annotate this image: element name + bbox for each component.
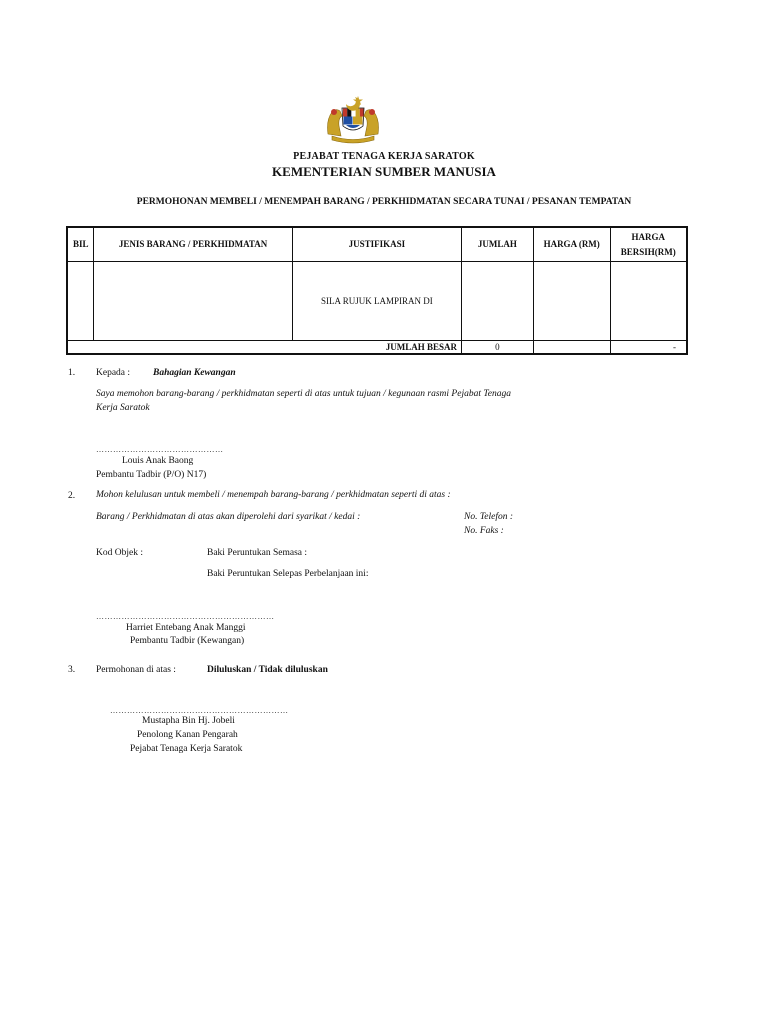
ministry-name: KEMENTERIAN SUMBER MANUSIA — [272, 164, 496, 179]
cell-justifikasi: SILA RUJUK LAMPIRAN DI — [292, 262, 461, 341]
signer3-title: Penolong Kanan Pengarah — [137, 730, 238, 740]
supplier-text: Barang / Perkhidmatan di atas akan diperolehi dari syarikat / kedai : — [96, 512, 361, 522]
signature-line-3: ……………………………………………………… — [110, 706, 289, 715]
cell-harga — [533, 262, 610, 341]
signature-line-2: ……………………………………………………… — [96, 612, 275, 621]
header-harga-bersih — [610, 227, 687, 262]
baki-selepas-label: Baki Peruntukan Selepas Perbelanjaan ini: — [207, 569, 369, 579]
kepada-value: Bahagian Kewangan — [153, 368, 236, 378]
signer3-name: Mustapha Bin Hj. Jobeli — [142, 716, 235, 726]
header-harga-bersih-line1: HARGA — [631, 231, 666, 242]
signature-line-1: ……………………………………… — [96, 445, 224, 454]
signer3-office: Pejabat Tenaga Kerja Saratok — [130, 744, 243, 754]
permohonan-label: Permohonan di atas : — [96, 665, 176, 675]
total-label: JUMLAH BESAR — [67, 341, 462, 355]
faks-label: No. Faks : — [464, 526, 504, 536]
header-jenis: JENIS BARANG / PERKHIDMATAN — [94, 227, 292, 262]
signer1-title: Pembantu Tadbir (P/O) N17) — [96, 470, 207, 480]
cell-bil — [67, 262, 94, 341]
cell-harga-bersih — [610, 262, 687, 341]
kepada-label: Kepada : — [96, 368, 131, 378]
telefon-label: No. Telefon : — [464, 512, 513, 522]
form-title: PERMOHONAN MEMBELI / MENEMPAH BARANG / PERKHIDMATAN SECARA TUNAI / PESANAN TEMPATAN — [136, 197, 632, 207]
kod-objek-label: Kod Objek : — [96, 548, 143, 558]
office-name: PEJABAT TENAGA KERJA SARATOK — [293, 151, 475, 162]
signer1-name: Louis Anak Baong — [122, 456, 194, 466]
total-harga — [533, 341, 610, 355]
crest-ribbon — [332, 136, 374, 143]
cell-jenis — [94, 262, 292, 341]
request-text-line1: Saya memohon barang-barang / perkhidmatan seperti di atas untuk tujuan / kegunaan rasmi Pejabat Tenaga — [96, 389, 511, 399]
baki-semasa-label: Baki Peruntukan Semasa : — [207, 548, 307, 558]
section3-number: 3. — [68, 665, 76, 675]
items-table — [66, 226, 688, 355]
request-text-line2: Kerja Saratok — [96, 403, 150, 413]
section2-number: 2. — [68, 491, 76, 501]
approval-text: Mohon kelulusan untuk membeli / menempah barang-barang / perkhidmatan seperti di atas : — [96, 490, 451, 500]
decision-text: Diluluskan / Tidak diluluskan — [207, 665, 328, 675]
header-harga: HARGA (RM) — [533, 227, 610, 262]
header-jumlah: JUMLAH — [462, 227, 534, 262]
table-total-row — [67, 341, 687, 355]
signer2-title: Pembantu Tadbir (Kewangan) — [130, 636, 245, 646]
cell-jumlah — [462, 262, 534, 341]
total-jumlah: 0 — [462, 341, 534, 355]
crest-shield — [342, 108, 364, 130]
signer2-name: Harriet Entebang Anak Manggi — [126, 623, 246, 633]
header-bil: BIL — [67, 227, 94, 262]
header-harga-bersih-line2: BERSIH(RM) — [620, 246, 676, 257]
coat-of-arms-logo — [322, 94, 384, 144]
total-harga-bersih: - — [610, 341, 687, 355]
section1-number: 1. — [68, 368, 76, 378]
table-row — [67, 262, 687, 341]
header-justifikasi: JUSTIFIKASI — [292, 227, 461, 262]
table-header-row — [67, 227, 687, 262]
